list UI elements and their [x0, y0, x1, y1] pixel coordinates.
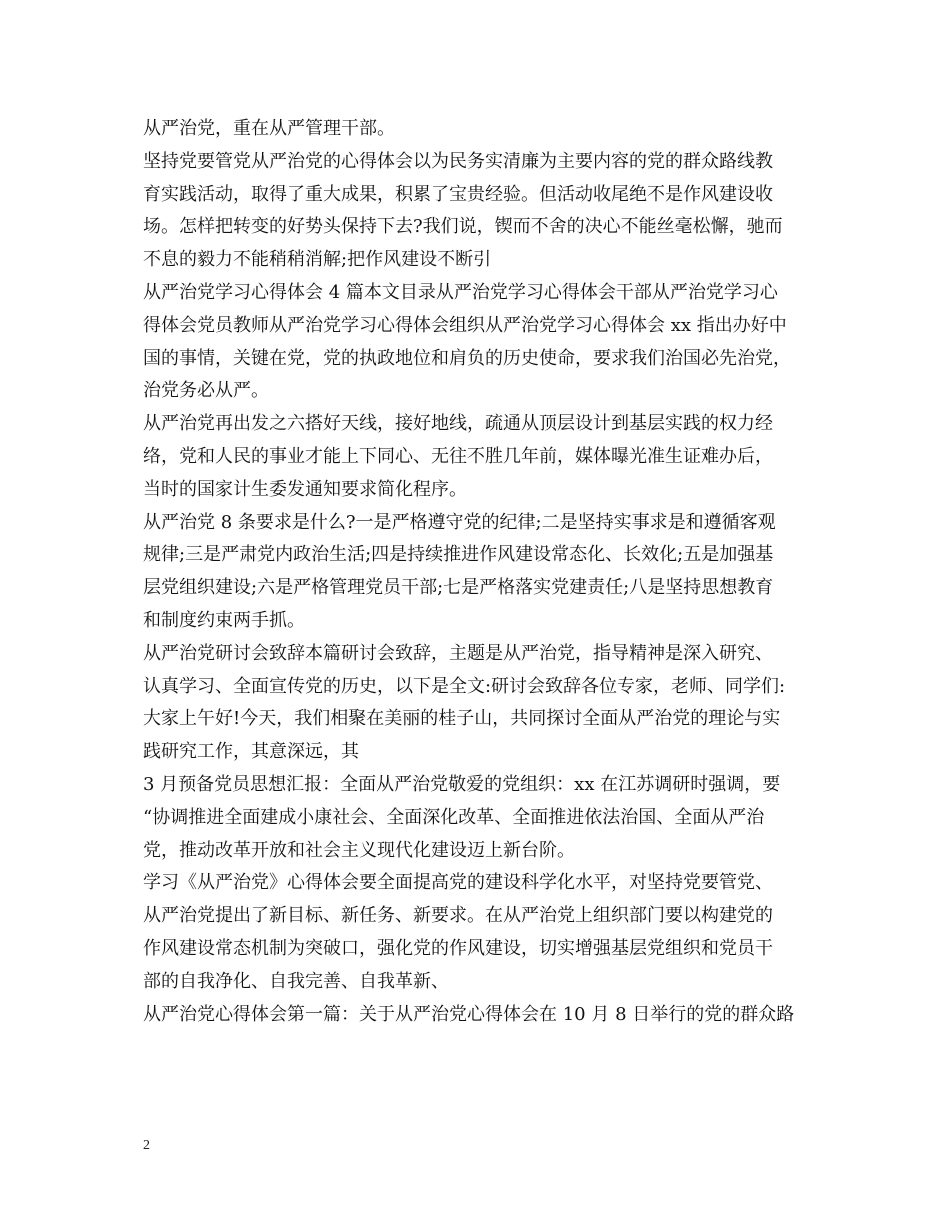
text-line: 和制度约束两手抓。 [143, 609, 305, 631]
text-line: 从严治党学习心得体会 4 篇本文目录从严治党学习心得体会干部从严治党学习心 [143, 281, 778, 303]
text-line: 践研究工作，其意深远，其 [143, 741, 359, 763]
text-line: 规律;三是严肃党内政治生活;四是持续推进作风建设常态化、长效化;五是加强基 [143, 544, 774, 566]
text-line: 络，党和人民的事业才能上下同心、无往不胜几年前，媒体曝光准生证难办后， [143, 445, 773, 467]
text-line: 得体会党员教师从严治党学习心得体会组织从严治党学习心得体会 xx 指出办好中 [143, 314, 787, 336]
text-line: “协调推进全面建成小康社会、全面深化改革、全面推进依法治国、全面从严治 [143, 806, 765, 828]
text-line: 国的事情，关键在党，党的执政地位和肩负的历史使命，要求我们治国必先治党， [143, 347, 791, 369]
text-line: 从严治党心得体会第一篇：关于从严治党心得体会在 10 月 8 日举行的党的群众路 [143, 1003, 795, 1025]
text-line: 学习《从严治党》心得体会要全面提高党的建设科学化水平，对坚持党要管党、 [143, 872, 773, 894]
text-line: 大家上午好!今天，我们相聚在美丽的桂子山，共同探讨全面从严治党的理论与实 [143, 708, 781, 730]
text-line: 治党务必从严。 [143, 380, 269, 402]
text-line: 育实践活动，取得了重大成果，积累了宝贵经验。但活动收尾绝不是作风建设收 [143, 183, 773, 205]
page-number: 2 [143, 1138, 150, 1153]
text-line: 从严治党提出了新目标、新任务、新要求。在从严治党上组织部门要以构建党的 [143, 905, 773, 927]
text-line: 坚持党要管党从严治党的心得体会以为民务实清廉为主要内容的党的群众路线教 [143, 150, 773, 172]
text-line: 认真学习、全面宣传党的历史，以下是全文:研讨会致辞各位专家，老师、同学们: [143, 675, 786, 697]
document-body [143, 113, 823, 1031]
text-line: 从严治党 8 条要求是什么?一是严格遵守党的纪律;二是坚持实事求是和遵循客观 [143, 511, 776, 533]
text-line: 3 月预备党员思想汇报：全面从严治党敬爱的党组织：xx 在江苏调研时强调，要 [143, 773, 781, 795]
text-line: 党，推动改革开放和社会主义现代化建设迈上新台阶。 [143, 839, 575, 861]
text-line: 从严治党，重在从严管理干部。 [143, 118, 395, 139]
text-line: 从严治党研讨会致辞本篇研讨会致辞，主题是从严治党，指导精神是深入研究、 [143, 642, 773, 664]
text-line: 不息的毅力不能稍稍消解;把作风建设不断引 [143, 249, 492, 271]
text-line: 作风建设常态机制为突破口，强化党的作风建设，切实增强基层党组织和党员干 [143, 937, 773, 959]
text-line: 从严治党再出发之六搭好天线，接好地线，疏通从顶层设计到基层实践的权力经 [143, 413, 773, 435]
text-line: 层党组织建设;六是严格管理党员干部;七是严格落实党建责任;八是坚持思想教育 [143, 577, 774, 599]
text-line: 部的自我净化、自我完善、自我革新、 [143, 970, 449, 992]
text-line: 场。怎样把转变的好势头保持下去?我们说，锲而不舍的决心不能丝毫松懈，驰而 [143, 216, 783, 238]
text-line: 当时的国家计生委发通知要求简化程序。 [143, 478, 467, 500]
